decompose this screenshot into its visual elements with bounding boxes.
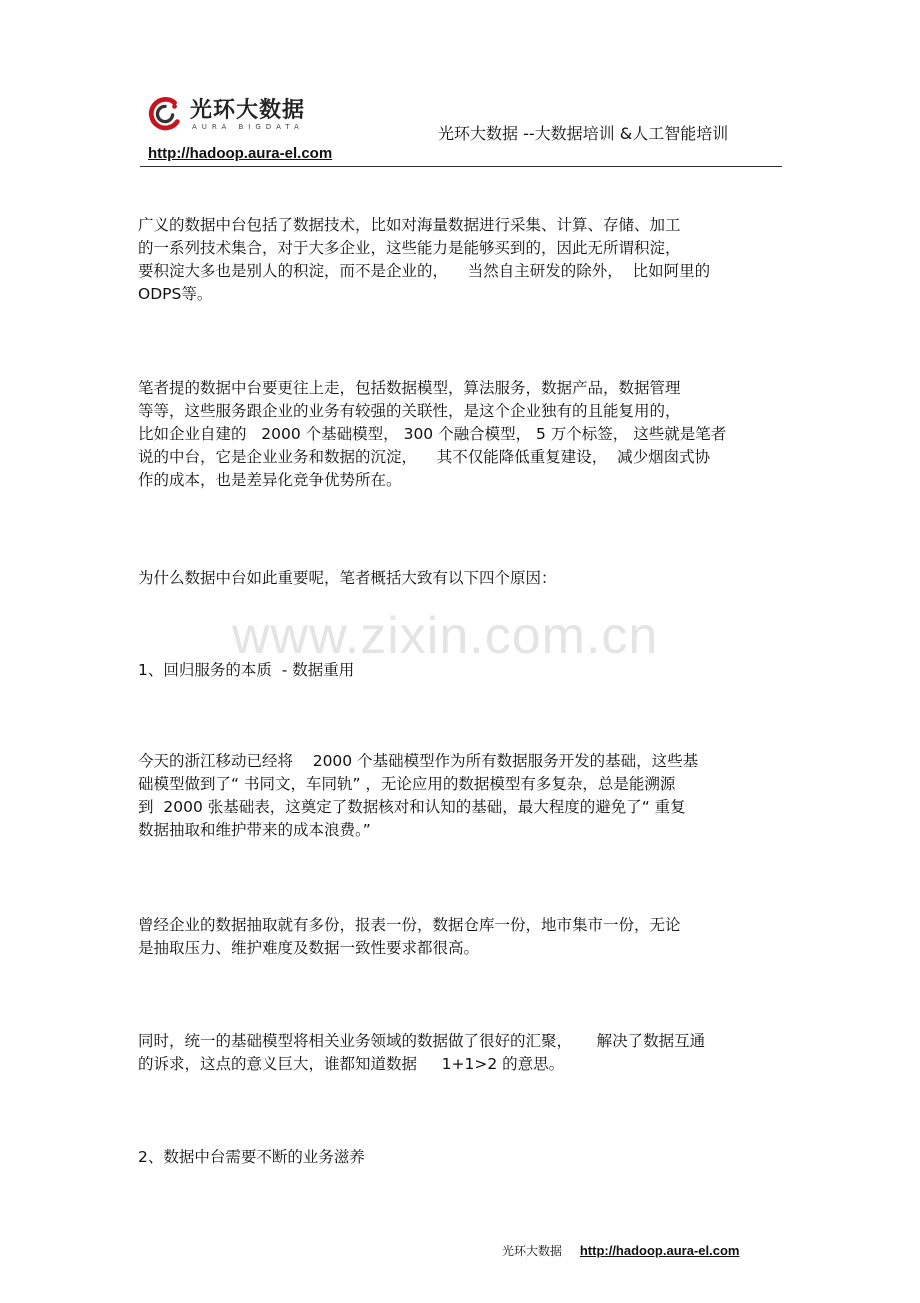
heading-text: 2、数据中台需要不断的业务滋养 (138, 1148, 365, 1166)
footer (502, 1242, 739, 1259)
text-line: 要积淀大多也是别人的积淀，而不是企业的， 当然自主研发的除外， 比如阿里的 (138, 262, 711, 280)
paragraph-4 (138, 750, 778, 842)
paragraph-1 (138, 214, 778, 306)
paragraph-2 (138, 377, 778, 492)
text-line: 的一系列技术集合，对于大多企业，这些能力是能够买到的，因此无所谓积淀， (138, 239, 681, 257)
brand-logo (146, 93, 306, 139)
text-line: 是抽取压力、维护难度及数据一致性要求都很高。 (138, 939, 480, 957)
header-divider (140, 166, 782, 167)
text-line: 笔者提的数据中台要更往上走，包括数据模型，算法服务，数据产品，数据管理 (138, 379, 681, 397)
text-line: 础模型做到了“ 书同文，车同轨” ，无论应用的数据模型有多复杂，总是能溯源 (138, 775, 676, 793)
section-heading-2 (138, 1146, 778, 1169)
header-title: 光环大数据 --大数据培训 &人工智能培训 (438, 124, 729, 143)
text-line: 同时，统一的基础模型将相关业务领域的数据做了很好的汇聚， 解决了数据互通 (138, 1032, 706, 1050)
text-line: 比如企业自建的 2000 个基础模型， 300 个融合模型， 5 万个标签， 这些就是笔者 (138, 425, 727, 443)
text-line: 的诉求，这点的意义巨大，谁都知道数据 1+1>2 的意思。 (138, 1055, 565, 1073)
text-line: 为什么数据中台如此重要呢，笔者概括大致有以下四个原因： (138, 569, 557, 587)
heading-text: 1、回归服务的本质 - 数据重用 (138, 661, 355, 679)
text-line: 说的中台，它是企业业务和数据的沉淀， 其不仅能降低重复建设， 减少烟囱式协 (138, 448, 711, 466)
text-line: 曾经企业的数据抽取就有多份，报表一份，数据仓库一份，地市集市一份，无论 (138, 916, 681, 934)
text-line: 数据抽取和维护带来的成本浪费。” (138, 821, 371, 839)
footer-link[interactable]: http://hadoop.aura-el.com (579, 1243, 740, 1258)
paragraph-6 (138, 1030, 778, 1076)
text-line: 广义的数据中台包括了数据技术，比如对海量数据进行采集、计算、存储、加工 (138, 216, 681, 234)
text-line: 到 2000 张基础表，这奠定了数据核对和认知的基础，最大程度的避免了“ 重复 (138, 798, 686, 816)
aura-logo-icon (146, 95, 184, 133)
logo-text-cn: 光环大数据 (190, 97, 306, 123)
section-heading-1 (138, 659, 778, 682)
text-line: 今天的浙江移动已经将 2000 个基础模型作为所有数据服务开发的基础，这些基 (138, 752, 699, 770)
header-link[interactable]: http://hadoop.aura-el.com (148, 145, 333, 162)
text-line: 作的成本，也是差异化竞争优势所在。 (138, 471, 402, 489)
logo-text-en: AURA BIGDATA (192, 123, 304, 131)
paragraph-3 (138, 567, 778, 590)
text-line: 等等，这些服务跟企业的业务有较强的关联性，是这个企业独有的且能复用的， (138, 402, 681, 420)
text-line: ODPS等。 (138, 285, 213, 303)
watermark: www.zixin.com.cn (232, 607, 659, 665)
paragraph-5 (138, 914, 778, 960)
footer-label: 光环大数据 (502, 1244, 563, 1258)
